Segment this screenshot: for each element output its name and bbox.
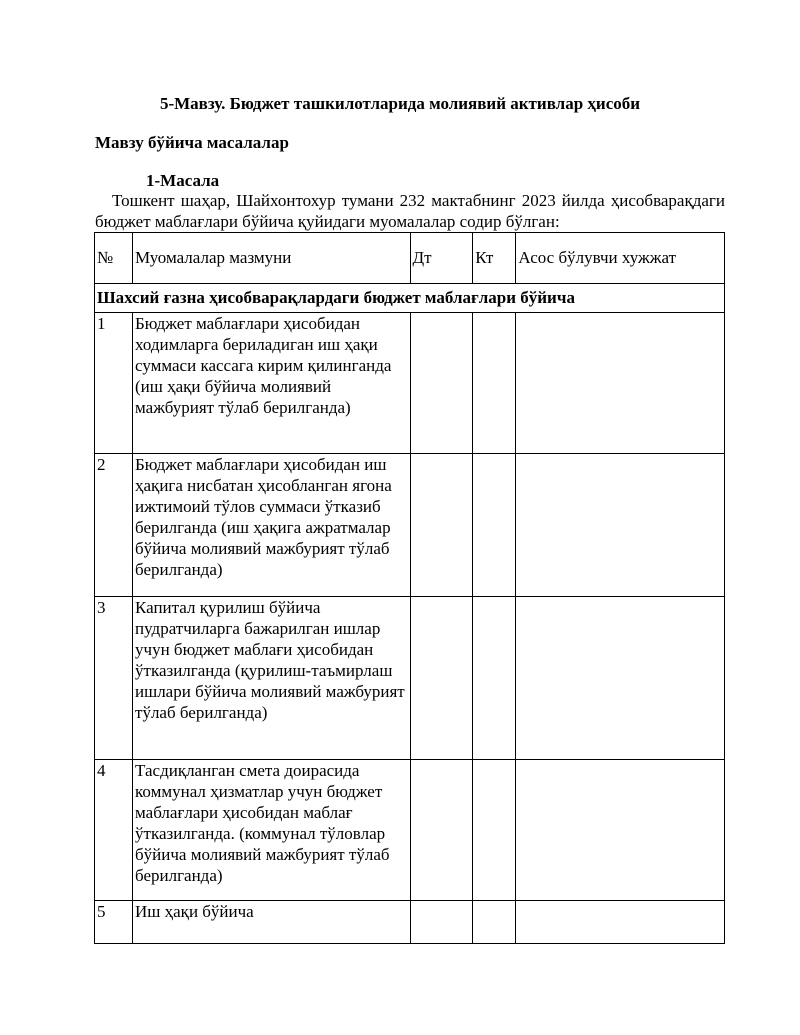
row-content: Бюджет маблағлари ҳисобидан иш ҳақига нисбатан ҳисобланган ягона ижтимоий тўлов суммаси ўтказиб берилганда (иш ҳақига ажратмалар бўйича молиявий мажбурият тўлаб берилганда)	[133, 454, 410, 597]
row-debit	[410, 454, 473, 597]
row-document	[516, 760, 725, 901]
row-content: Тасдиқланган смета доирасида коммунал ҳизматлар учун бюджет маблағлари ҳисобидан маблағ ўтказилганда. (коммунал тўловлар бўйича молиявий мажбурият тўлаб берилганда)	[133, 760, 410, 901]
row-debit	[410, 901, 473, 944]
group-title: Шахсий ғазна ҳисобварақлардаги бюджет маблағлари бўйича	[95, 284, 725, 313]
row-number: 5	[95, 901, 133, 944]
row-document	[516, 313, 725, 454]
row-debit	[410, 597, 473, 760]
table-header-row	[95, 233, 725, 284]
row-credit	[473, 760, 516, 901]
header-debit: Дт	[410, 233, 473, 284]
row-debit	[410, 760, 473, 901]
table-row	[95, 313, 725, 454]
row-credit	[473, 597, 516, 760]
row-number: 3	[95, 597, 133, 760]
table-row	[95, 760, 725, 901]
header-document: Асос бўлувчи хужжат	[516, 233, 725, 284]
row-debit	[410, 313, 473, 454]
row-content: Бюджет маблағлари ҳисобидан ходимларга бериладиган иш ҳақи суммаси кассага кирим қилинганда (иш ҳақи бўйича молиявий мажбурият тўлаб берилганда)	[133, 313, 410, 454]
row-number: 2	[95, 454, 133, 597]
row-document	[516, 597, 725, 760]
table-row	[95, 597, 725, 760]
header-credit: Кт	[473, 233, 516, 284]
problem-heading: 1-Масала	[146, 171, 220, 190]
row-credit	[473, 313, 516, 454]
row-document	[516, 454, 725, 597]
row-content: Иш ҳақи бўйича	[133, 901, 410, 944]
row-number: 1	[95, 313, 133, 454]
header-number: №	[95, 233, 133, 284]
table-row	[95, 454, 725, 597]
operations-table	[94, 232, 725, 944]
row-document	[516, 901, 725, 944]
table-group-row	[95, 284, 725, 313]
row-credit	[473, 454, 516, 597]
problem-intro: Тошкент шаҳар, Шайхонтохур тумани 232 мактабнинг 2023 йилда ҳисобварақдаги бюджет маблағлари бўйича қуйидаги муомалалар содир бўлган:	[95, 191, 725, 231]
page-title: 5-Мавзу. Бюджет ташкилотларида молиявий активлар ҳисоби	[159, 94, 641, 113]
row-credit	[473, 901, 516, 944]
header-content: Муомалалар мазмуни	[133, 233, 410, 284]
table-row	[95, 901, 725, 944]
section-heading: Мавзу бўйича масалалар	[95, 133, 289, 152]
row-number: 4	[95, 760, 133, 901]
row-content: Капитал қурилиш бўйича пудратчиларга бажарилган ишлар учун бюджет маблағи ҳисобидан ўтказилганда (қурилиш-таъмирлаш ишлари бўйича молиявий мажбурият тўлаб берилганда)	[133, 597, 410, 760]
